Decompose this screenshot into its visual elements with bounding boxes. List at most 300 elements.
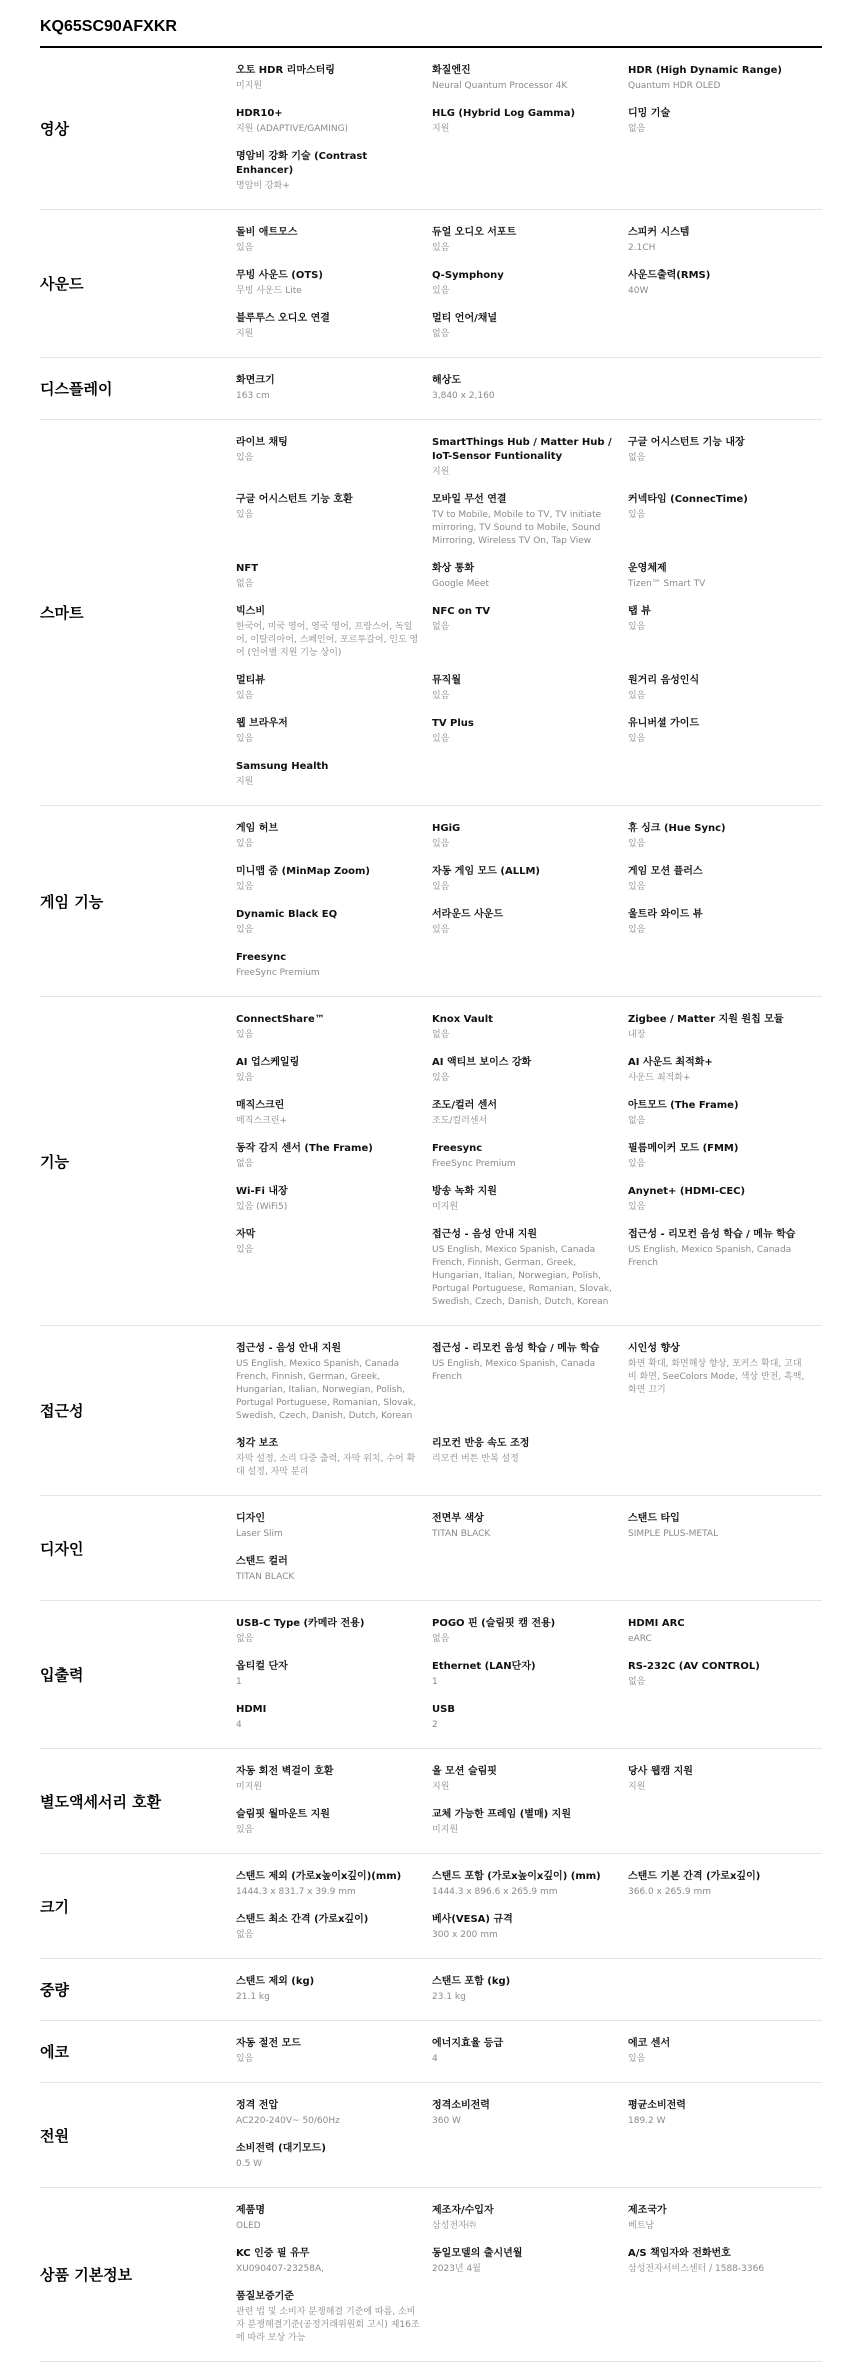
- spec-label: AI 업스케일링: [236, 1057, 300, 1068]
- spec-item: [236, 865, 432, 894]
- spec-item: [432, 64, 628, 93]
- spec-item: [432, 1660, 628, 1689]
- spec-item: [432, 1617, 628, 1646]
- spec-label: HDR (High Dynamic Range): [628, 65, 782, 76]
- spec-item: [432, 2099, 628, 2128]
- spec-item: [236, 1913, 432, 1942]
- spec-item: [628, 1765, 818, 1794]
- spec-item: [236, 1013, 432, 1042]
- spec-item: [236, 1512, 432, 1541]
- spec-value: 관련 법 및 소비자 분쟁해결 기준에 따름, 소비자 분쟁해결기준(공정거래위원회 고시) 제16조에 따라 보상 가능: [236, 2307, 420, 2343]
- spec-label: 에코 센서: [628, 2038, 671, 2049]
- spec-label: A/S 책임자와 전화번호: [628, 2248, 731, 2259]
- spec-label: 당사 웹캠 지원: [628, 1766, 693, 1777]
- spec-value: 지원: [236, 329, 254, 339]
- spec-label: 사운드출력(RMS): [628, 270, 711, 281]
- spec-value: 없음: [432, 622, 450, 632]
- spec-label: Dynamic Black EQ: [236, 909, 338, 920]
- spec-value: 있음: [432, 925, 450, 935]
- spec-item: [628, 2037, 818, 2066]
- spec-value: 4: [236, 1720, 242, 1730]
- spec-label: 게임 허브: [236, 823, 279, 834]
- spec-value: 있음: [628, 622, 646, 632]
- spec-value: 없음: [432, 1634, 450, 1644]
- spec-value: 내장: [628, 1030, 646, 1040]
- spec-item: [236, 1099, 432, 1128]
- spec-item: [628, 2204, 818, 2233]
- spec-value: 없음: [628, 453, 646, 463]
- spec-item: [236, 436, 432, 479]
- spec-label: 스탠드 타입: [628, 1513, 680, 1524]
- spec-value: TV to Mobile, Mobile to TV, TV initiate mirroring, TV Sound to Mobile, Sound Mirroring, Wireless TV On, Tap View: [432, 510, 602, 546]
- spec-label: 자동 게임 모드 (ALLM): [432, 866, 540, 877]
- spec-value: 1: [432, 1677, 438, 1687]
- spec-label: 소비전력 (대기모드): [236, 2143, 326, 2154]
- spec-item: [628, 2099, 818, 2128]
- section-title: 게임 기능: [40, 892, 104, 911]
- spec-value: 없음: [432, 1030, 450, 1040]
- spec-value: 조도/컬러센서: [432, 1116, 488, 1126]
- spec-item: [432, 822, 628, 851]
- spec-item: [236, 2247, 432, 2276]
- spec-section: [40, 420, 822, 806]
- section-title: 디자인: [40, 1539, 84, 1558]
- spec-label: 전면부 색상: [432, 1513, 484, 1524]
- spec-value: 4: [432, 2054, 438, 2064]
- spec-label: 뮤직월: [432, 675, 461, 686]
- spec-value: 자막 설정, 소리 다중 출력, 자막 위치, 수어 확대 설정, 자막 분리: [236, 1454, 416, 1477]
- spec-value: 미지원: [236, 81, 263, 91]
- spec-label: 울트라 와이드 뷰: [628, 909, 703, 920]
- spec-section: [40, 997, 822, 1326]
- spec-label: 방송 녹화 지원: [432, 1186, 497, 1197]
- spec-item: [432, 605, 628, 660]
- spec-label: 조도/컬러 센서: [432, 1100, 498, 1111]
- spec-value: 있음: [432, 691, 450, 701]
- spec-value: 지원: [236, 777, 254, 787]
- spec-label: 빅스비: [236, 606, 265, 617]
- spec-label: USB-C Type (카메라 전용): [236, 1618, 365, 1629]
- spec-label: 슬림핏 월마운트 지원: [236, 1809, 330, 1820]
- spec-value: 있음: [236, 734, 254, 744]
- spec-value: 미지원: [432, 1825, 459, 1835]
- spec-value: FreeSync Premium: [236, 968, 320, 978]
- spec-label: HDMI: [236, 1704, 267, 1715]
- spec-item: [628, 1228, 818, 1309]
- spec-item: [236, 1975, 432, 2004]
- spec-label: 스탠드 컬러: [236, 1556, 288, 1567]
- spec-value: 23.1 kg: [432, 1992, 466, 2002]
- spec-label: HDR10+: [236, 108, 283, 119]
- spec-value: US English, Mexico Spanish, Canada French: [432, 1359, 596, 1382]
- spec-section: [40, 1326, 822, 1496]
- spec-value: eARC: [628, 1634, 652, 1644]
- spec-label: 스탠드 제외 (가로x높이x깊이)(mm): [236, 1871, 402, 1882]
- section-title: 접근성: [40, 1402, 84, 1420]
- spec-value: 1: [236, 1677, 242, 1687]
- spec-value: 베트남: [628, 2221, 655, 2231]
- spec-item: [432, 2037, 628, 2066]
- spec-label: 아트모드 (The Frame): [628, 1100, 739, 1111]
- spec-label: RS-232C (AV CONTROL): [628, 1661, 760, 1672]
- section-title: 입출력: [40, 1666, 84, 1684]
- spec-value: 리모컨 버튼 반복 설정: [432, 1454, 519, 1464]
- spec-item: [628, 822, 818, 851]
- spec-label: 청각 보조: [236, 1438, 279, 1449]
- spec-value: Neural Quantum Processor 4K: [432, 81, 568, 91]
- spec-label: 스탠드 제외 (kg): [236, 1976, 315, 1987]
- spec-item: [432, 1099, 628, 1128]
- spec-value: 있음: [432, 734, 450, 744]
- spec-section: [40, 1496, 822, 1601]
- spec-value: 화면 확대, 화면해상 향상, 포커스 확대, 고대비 화면, SeeColors Mode, 색상 반전, 흑백, 화면 끄기: [628, 1359, 805, 1395]
- spec-section: [40, 48, 822, 210]
- spec-label: AI 액티브 보이스 강화: [432, 1057, 532, 1068]
- spec-item: [628, 2247, 818, 2276]
- spec-label: Zigbee / Matter 지원 원칩 모듈: [628, 1014, 784, 1025]
- spec-label: 매직스크린: [236, 1100, 285, 1111]
- spec-item: [432, 1808, 628, 1837]
- spec-value: 1444.3 x 896.6 x 265.9 mm: [432, 1887, 558, 1897]
- section-title: 크기: [40, 1897, 69, 1916]
- spec-value: 있음: [236, 510, 254, 520]
- spec-item: [432, 269, 628, 298]
- spec-label: 게임 모션 플러스: [628, 866, 703, 877]
- spec-value: 무빙 사운드 Lite: [236, 286, 302, 296]
- spec-value: 사운드 최적화+: [628, 1073, 691, 1083]
- spec-value: TITAN BLACK: [236, 1572, 295, 1582]
- spec-label: 스피커 시스템: [628, 227, 690, 238]
- spec-label: Wi-Fi 내장: [236, 1186, 288, 1197]
- spec-value: 없음: [236, 1159, 254, 1169]
- spec-value: 지원 (ADAPTIVE/GAMING): [236, 124, 349, 134]
- spec-item: [236, 760, 432, 789]
- spec-item: [628, 674, 818, 703]
- spec-value: 2.1CH: [628, 243, 656, 253]
- spec-value: XU090407-23258A,: [236, 2264, 325, 2274]
- spec-value: OLED: [236, 2221, 261, 2231]
- spec-label: HGiG: [432, 823, 461, 834]
- spec-item: [236, 2142, 432, 2171]
- spec-item: [432, 107, 628, 136]
- spec-value: 명암비 강화+: [236, 181, 290, 191]
- spec-label: 서라운드 사운드: [432, 909, 504, 920]
- spec-item: [628, 269, 818, 298]
- spec-item: [628, 1617, 818, 1646]
- spec-item: [432, 908, 628, 937]
- spec-item: [236, 269, 432, 298]
- spec-item: [432, 1142, 628, 1171]
- spec-item: [236, 1703, 432, 1732]
- model-title: KQ65SC90AFXKR: [40, 0, 822, 48]
- spec-label: AI 사운드 최적화+: [628, 1057, 713, 1068]
- spec-item: [628, 1013, 818, 1042]
- spec-value: US English, Mexico Spanish, Canada French, Finnish, German, Greek, Hungarian, Italian, Norwegian, Polish, Portugal Portuguese, Romanian, Slovak, Swedish, Czech, Danish, Dutch, Korean: [236, 1359, 416, 1421]
- spec-label: 제품명: [236, 2205, 265, 2216]
- spec-label: Samsung Health: [236, 761, 329, 772]
- spec-label: 웹 브라우저: [236, 718, 288, 729]
- spec-value: 1444.3 x 831.7 x 39.9 mm: [236, 1887, 356, 1897]
- spec-value: 있음: [236, 453, 254, 463]
- spec-value: 0.5 W: [236, 2159, 263, 2169]
- spec-label: 멀티 언어/채널: [432, 313, 498, 324]
- spec-value: 189.2 W: [628, 2116, 666, 2126]
- spec-label: 구글 어시스턴트 기능 호환: [236, 494, 353, 505]
- spec-value: 있음: [236, 925, 254, 935]
- spec-item: [628, 226, 818, 255]
- spec-item: [236, 1660, 432, 1689]
- spec-label: HDMI ARC: [628, 1618, 685, 1629]
- spec-value: 있음: [236, 1825, 254, 1835]
- spec-item: [628, 1099, 818, 1128]
- spec-grid: [236, 1975, 822, 2004]
- spec-item: [236, 1617, 432, 1646]
- spec-value: 삼성전자서비스센터 / 1588-3366: [628, 2264, 765, 2274]
- spec-item: [236, 1185, 432, 1214]
- spec-label: Freesync: [236, 952, 287, 963]
- spec-value: 없음: [628, 124, 646, 134]
- spec-label: ConnectShare™: [236, 1014, 325, 1025]
- spec-item: [432, 1342, 628, 1423]
- spec-value: AC220-240V~ 50/60Hz: [236, 2116, 340, 2126]
- spec-label: 라이브 채팅: [236, 437, 288, 448]
- spec-label: 옵티컬 단자: [236, 1661, 288, 1672]
- spec-item: [236, 226, 432, 255]
- section-title: 기능: [40, 1152, 69, 1171]
- spec-value: 2: [432, 1720, 438, 1730]
- spec-label: 무빙 사운드 (OTS): [236, 270, 323, 281]
- spec-item: [628, 865, 818, 894]
- spec-item: [432, 562, 628, 591]
- spec-label: 휴 싱크 (Hue Sync): [628, 823, 726, 834]
- spec-item: [236, 312, 432, 341]
- spec-value: 있음 (WiFi5): [236, 1202, 288, 1212]
- spec-item: [628, 1056, 818, 1085]
- spec-label: 블루투스 오디오 연결: [236, 313, 330, 324]
- spec-label: 돌비 애트모스: [236, 227, 298, 238]
- spec-value: 366.0 x 265.9 mm: [628, 1887, 711, 1897]
- spec-item: [628, 436, 818, 479]
- spec-value: Tizen™ Smart TV: [628, 579, 706, 589]
- spec-label: 교체 가능한 프레임 (별매) 지원: [432, 1809, 571, 1820]
- spec-item: [236, 674, 432, 703]
- spec-value: 있음: [236, 1073, 254, 1083]
- section-title: 에코: [40, 2043, 69, 2061]
- spec-item: [236, 1870, 432, 1899]
- spec-label: 접근성 - 리모컨 음성 학습 / 메뉴 학습: [628, 1229, 796, 1240]
- spec-value: 있음: [432, 243, 450, 253]
- spec-label: 에너지효율 등급: [432, 2038, 504, 2049]
- spec-label: 모바일 무선 연결: [432, 494, 507, 505]
- spec-item: [236, 1437, 432, 1479]
- spec-item: [628, 562, 818, 591]
- spec-section: [40, 1854, 822, 1959]
- spec-label: 디자인: [236, 1513, 265, 1524]
- spec-label: 스탠드 포함 (가로x높이x깊이) (mm): [432, 1871, 601, 1882]
- spec-value: 있음: [432, 286, 450, 296]
- spec-item: [432, 717, 628, 746]
- spec-item: [236, 2204, 432, 2233]
- spec-item: [432, 674, 628, 703]
- spec-label: 정격 전압: [236, 2100, 279, 2111]
- spec-value: 없음: [236, 579, 254, 589]
- spec-value: 지원: [432, 124, 450, 134]
- spec-item: [432, 865, 628, 894]
- spec-item: [236, 2290, 432, 2345]
- spec-value: 있음: [236, 691, 254, 701]
- spec-item: [432, 2247, 628, 2276]
- spec-value: 있음: [432, 1073, 450, 1083]
- spec-section: [40, 1601, 822, 1749]
- spec-label: 평균소비전력: [628, 2100, 686, 2111]
- spec-label: 정격소비전력: [432, 2100, 490, 2111]
- spec-value: 있음: [628, 1159, 646, 1169]
- spec-section: [40, 210, 822, 358]
- spec-section: [40, 1959, 822, 2021]
- spec-label: 화상 통화: [432, 563, 475, 574]
- spec-item: [236, 374, 432, 403]
- spec-item: [236, 1808, 432, 1837]
- spec-grid: [236, 1765, 822, 1837]
- spec-label: 듀얼 오디오 서포트: [432, 227, 517, 238]
- spec-label: 자동 회전 벽걸이 호환: [236, 1766, 334, 1777]
- spec-grid: [236, 1013, 822, 1309]
- section-title: 별도액세서리 호환: [40, 1792, 162, 1811]
- spec-grid: [236, 1512, 822, 1584]
- spec-value: 있음: [628, 691, 646, 701]
- spec-value: 있음: [236, 839, 254, 849]
- spec-section: [40, 1749, 822, 1854]
- spec-item: [432, 436, 628, 479]
- spec-label: 동작 감지 센서 (The Frame): [236, 1143, 373, 1154]
- spec-item: [432, 1765, 628, 1794]
- spec-value: 지원: [628, 1782, 646, 1792]
- spec-item: [236, 1142, 432, 1171]
- spec-item: [236, 951, 432, 980]
- spec-item: [432, 1703, 628, 1732]
- section-title: 디스플레이: [40, 380, 113, 398]
- spec-value: Laser Slim: [236, 1529, 283, 1539]
- spec-label: 커넥타임 (ConnecTime): [628, 494, 748, 505]
- section-title: 전원: [40, 2126, 69, 2145]
- spec-label: 시인성 향상: [628, 1343, 680, 1354]
- section-title: 중량: [40, 1981, 69, 1999]
- spec-label: HLG (Hybrid Log Gamma): [432, 108, 576, 119]
- spec-item: [236, 1056, 432, 1085]
- spec-section: [40, 806, 822, 997]
- spec-item: [236, 493, 432, 548]
- spec-value: SIMPLE PLUS-METAL: [628, 1529, 719, 1539]
- spec-item: [432, 1913, 628, 1942]
- spec-label: 품질보증기준: [236, 2291, 294, 2302]
- spec-value: 있음: [628, 2054, 646, 2064]
- spec-label: 스탠드 최소 간격 (가로x깊이): [236, 1914, 369, 1925]
- spec-value: 있음: [432, 839, 450, 849]
- spec-value: 있음: [628, 734, 646, 744]
- spec-value: 있음: [236, 882, 254, 892]
- spec-value: 있음: [236, 2054, 254, 2064]
- spec-value: 있음: [628, 1202, 646, 1212]
- spec-item: [628, 493, 818, 548]
- spec-label: USB: [432, 1704, 455, 1715]
- spec-grid: [236, 2099, 822, 2171]
- spec-label: 구글 어시스턴트 기능 내장: [628, 437, 745, 448]
- spec-label: Anynet+ (HDMI-CEC): [628, 1186, 746, 1197]
- spec-item: [628, 1512, 818, 1541]
- spec-item: [236, 1342, 432, 1423]
- spec-grid: [236, 1342, 822, 1479]
- section-title: 스마트: [40, 604, 84, 622]
- spec-label: KC 인증 필 유무: [236, 2248, 310, 2259]
- spec-label: 디밍 기술: [628, 108, 671, 119]
- spec-item: [236, 2037, 432, 2066]
- spec-label: 미니맵 줌 (MinMap Zoom): [236, 866, 370, 877]
- spec-value: 있음: [236, 1245, 254, 1255]
- spec-item: [432, 226, 628, 255]
- spec-item: [432, 1870, 628, 1899]
- spec-value: 360 W: [432, 2116, 461, 2126]
- spec-item: [432, 1512, 628, 1541]
- spec-value: 지원: [432, 1782, 450, 1792]
- spec-value: US English, Mexico Spanish, Canada French, Finnish, German, Greek, Hungarian, Italian, Norwegian, Polish, Portugal Portuguese, Romanian, Slovak, Swedish, Czech, Danish, Dutch, Korean: [432, 1245, 612, 1307]
- spec-label: 스탠드 기본 간격 (가로x깊이): [628, 1871, 761, 1882]
- spec-grid: [236, 1870, 822, 1942]
- spec-section: [40, 2021, 822, 2083]
- spec-item: [628, 1185, 818, 1214]
- spec-grid: [236, 436, 822, 789]
- spec-item: [432, 1437, 628, 1479]
- spec-value: 미지원: [432, 1202, 459, 1212]
- spec-item: [432, 1013, 628, 1042]
- spec-item: [432, 374, 628, 403]
- spec-item: [236, 908, 432, 937]
- spec-value: Google Meet: [432, 579, 489, 589]
- spec-label: NFC on TV: [432, 606, 491, 617]
- spec-value: 2023년 4월: [432, 2264, 481, 2274]
- spec-value: 삼성전자㈜: [432, 2221, 476, 2231]
- spec-label: Freesync: [432, 1143, 483, 1154]
- spec-item: [628, 64, 818, 93]
- spec-label: 올 모션 슬림핏: [432, 1766, 497, 1777]
- spec-label: 운영체제: [628, 563, 667, 574]
- spec-label: 명암비 강화 기술 (Contrast Enhancer): [236, 151, 368, 176]
- spec-label: NFT: [236, 563, 259, 574]
- spec-value: 미지원: [236, 1782, 263, 1792]
- spec-label: 화면크기: [236, 375, 275, 386]
- spec-label: 오토 HDR 리마스터링: [236, 65, 335, 76]
- spec-item: [628, 908, 818, 937]
- spec-item: [236, 64, 432, 93]
- spec-grid: [236, 374, 822, 403]
- spec-value: 있음: [236, 1030, 254, 1040]
- spec-item: [432, 2204, 628, 2233]
- spec-label: 동일모델의 출시년월: [432, 2248, 523, 2259]
- spec-value: TITAN BLACK: [432, 1529, 491, 1539]
- spec-item: [236, 822, 432, 851]
- spec-value: 있음: [628, 882, 646, 892]
- spec-value: 40W: [628, 286, 649, 296]
- spec-label: 자막: [236, 1229, 256, 1240]
- spec-label: 유니버셜 가이드: [628, 718, 700, 729]
- spec-value: 21.1 kg: [236, 1992, 270, 2002]
- spec-label: 제조자/수입자: [432, 2205, 494, 2216]
- section-title: 사운드: [40, 275, 84, 293]
- spec-label: 리모컨 반응 속도 조정: [432, 1438, 530, 1449]
- spec-section: [40, 2188, 822, 2362]
- spec-value: Quantum HDR OLED: [628, 81, 721, 91]
- spec-label: Q-Symphony: [432, 270, 504, 281]
- spec-label: 탭 뷰: [628, 606, 651, 617]
